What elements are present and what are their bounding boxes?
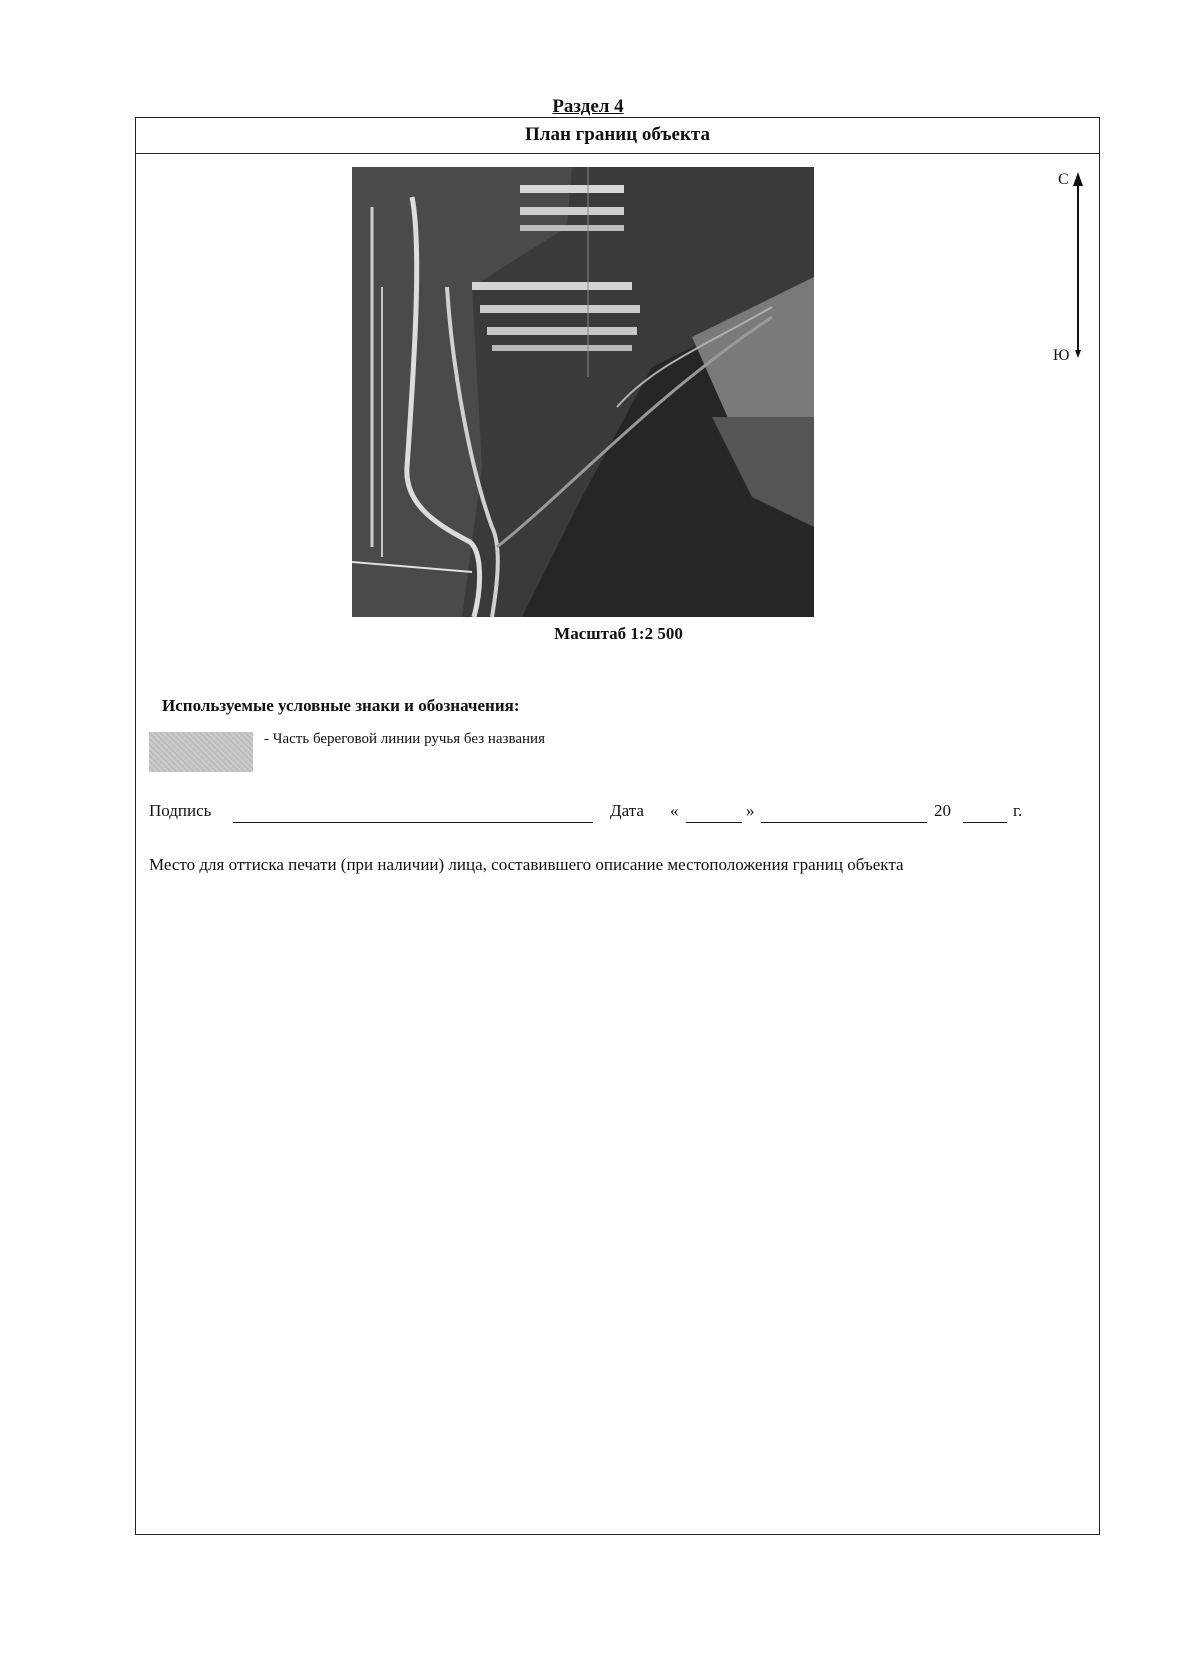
day-quote-open: « (670, 801, 679, 820)
legend-item-label: - Часть береговой линии ручья без названия (264, 731, 545, 747)
signature-line (233, 822, 593, 823)
legend-title: Используемые условные знаки и обозначения: (162, 696, 520, 715)
legend-swatch-shoreline (149, 732, 253, 772)
signature-row (149, 801, 1089, 829)
day-quote-close: » (746, 801, 755, 820)
north-label: С (1058, 171, 1069, 188)
plan-title: План границ объекта (136, 118, 1099, 154)
north-arrow-icon (1036, 168, 1086, 358)
year-suffix: г. (1013, 801, 1023, 820)
aerial-map-drawing (352, 167, 814, 617)
month-blank-line (761, 822, 927, 823)
signature-label: Подпись (149, 801, 212, 820)
map-scale-label: Масштаб 1:2 500 (554, 624, 683, 643)
document-frame (135, 117, 1100, 1535)
day-blank-line (686, 822, 742, 823)
section-title: Раздел 4 (552, 96, 624, 117)
aerial-map-image (352, 167, 814, 617)
date-label: Дата (610, 801, 644, 820)
year-blank-line (963, 822, 1007, 823)
south-label: Ю (1053, 347, 1070, 364)
year-prefix: 20 (934, 801, 951, 820)
stamp-placeholder-note: Место для оттиска печати (при наличии) лица, составившего описание местоположения границ объекта (149, 855, 904, 874)
